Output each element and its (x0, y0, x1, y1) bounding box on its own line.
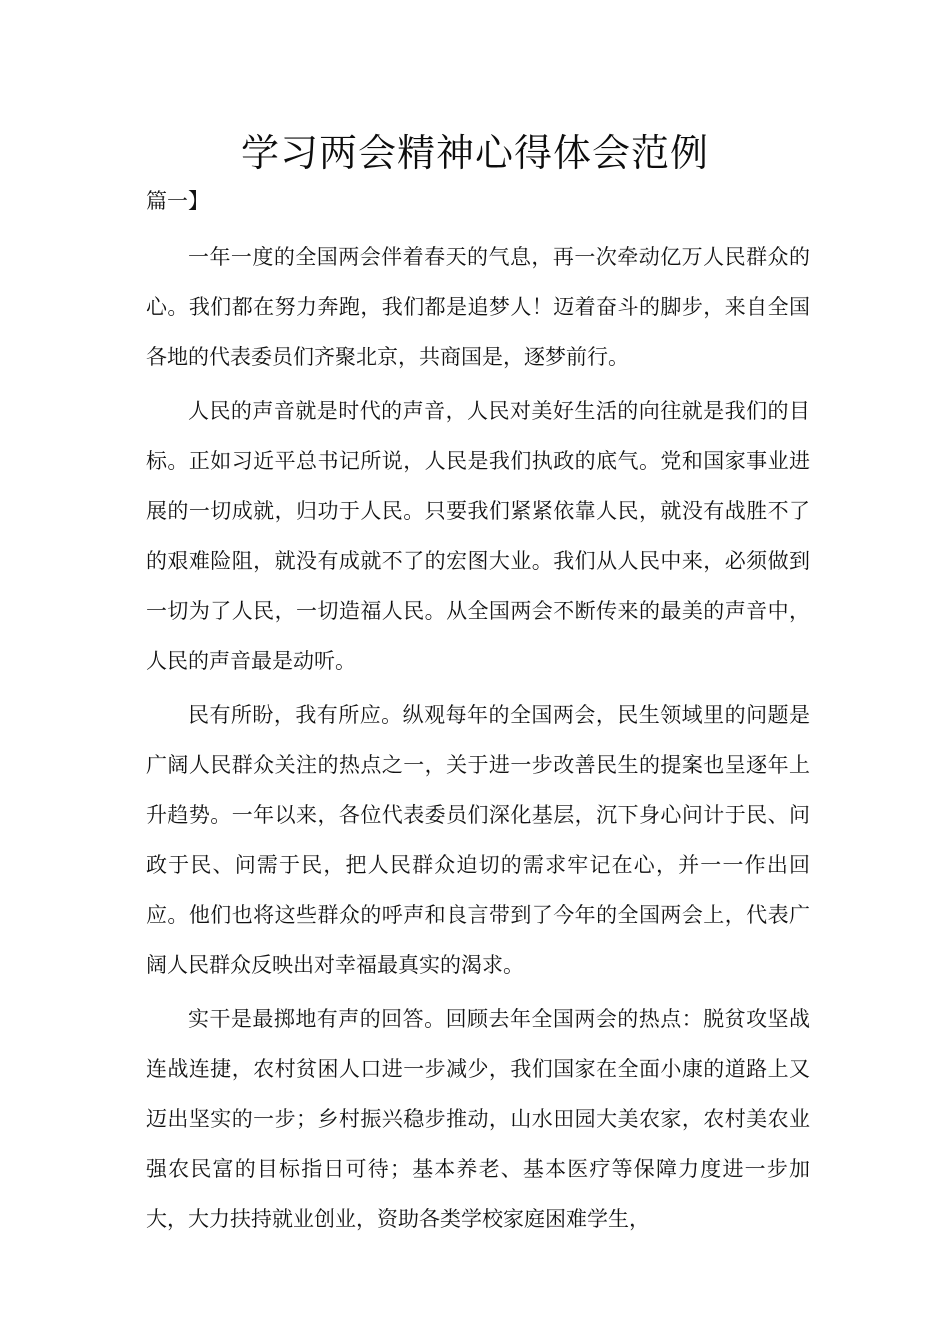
document-title: 学习两会精神心得体会范例 (240, 131, 709, 175)
paragraph-1: 一年一度的全国两会伴着春天的气息，再一次牵动亿万人民群众的心。我们都在努力奔跑，我们都是追梦人！迈着奋斗的脚步，来自全国各地的代表委员们齐聚北京，共商国是，逐梦前行。 (146, 245, 810, 369)
section-label: 篇一】 (146, 189, 209, 213)
paragraph-3: 民有所盼，我有所应。纵观每年的全国两会，民生领域里的问题是广阔人民群众关注的热点之一，关于进一步改善民生的提案也呈逐年上升趋势。一年以来，各位代表委员们深化基层，沉下身心问计于民、问政于民、问需于民，把人民群众迫切的需求牢记在心，并一一作出回应。他们也将这些群众的呼声和良言带到了今年的全国两会上，代表广阔人民群众反映出对幸福最真实的渴求。 (146, 703, 810, 977)
paragraph-4: 实干是最掷地有声的回答。回顾去年全国两会的热点：脱贫攻坚战连战连捷，农村贫困人口进一步减少，我们国家在全面小康的道路上又迈出坚实的一步；乡村振兴稳步推动，山水田园大美农家，农村美农业强农民富的目标指日可待；基本养老、基本医疗等保障力度进一步加大，大力扶持就业创业，资助各类学校家庭困难学生， (146, 1007, 810, 1231)
paragraph-2: 人民的声音就是时代的声音，人民对美好生活的向往就是我们的目标。正如习近平总书记所说，人民是我们执政的底气。党和国家事业进展的一切成就，归功于人民。只要我们紧紧依靠人民，就没有战胜不了的艰难险阻，就没有成就不了的宏图大业。我们从人民中来，必须做到一切为了人民，一切造福人民。从全国两会不断传来的最美的声音中，人民的声音最是动听。 (146, 399, 810, 673)
document-body (146, 232, 810, 1248)
